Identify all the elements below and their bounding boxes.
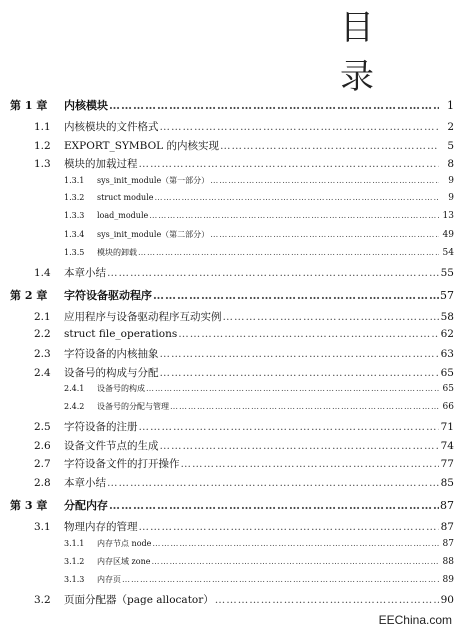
toc-entry-page: 9 [448, 175, 454, 186]
toc-entry-section [0, 592, 456, 611]
toc-entry-sub [0, 175, 456, 193]
toc-leader-dots [178, 328, 439, 340]
toc-entry-title: sys_init_module（第一部分） [97, 175, 210, 185]
toc-entry-section [0, 156, 456, 175]
toc-entry-page: 2 [447, 121, 454, 133]
toc-entry-number: 1.3.3 [64, 210, 85, 220]
toc-entry-number: 1.3.4 [64, 229, 85, 239]
toc-entry-number: 2.7 [34, 458, 51, 470]
toc-entry-section [0, 138, 456, 157]
toc-leader-dots [160, 367, 440, 379]
toc-entry-title: 内核模块的文件格式 [64, 121, 159, 133]
toc-entry-number: 1.3.2 [64, 192, 85, 202]
toc-entry-title: struct file_operations [64, 327, 178, 340]
toc-leader-dots [151, 557, 439, 566]
toc-entry-page: 77 [440, 458, 454, 470]
toc-entry-title: 内存页 [97, 574, 121, 584]
toc-entry-page: 89 [442, 574, 454, 585]
toc-entry-sub [0, 383, 456, 401]
toc-entry-chapter [0, 497, 456, 519]
toc-entry-section [0, 265, 456, 284]
toc-entry-title: 模块的卸载 [97, 247, 137, 257]
page-title: 目 录 [340, 8, 398, 97]
toc-leader-dots [139, 158, 440, 170]
toc-leader-dots [215, 594, 439, 606]
toc-entry-title: 设备号的分配与管理 [97, 402, 169, 411]
toc-entry-title: 设备文件节点的生成 [64, 439, 159, 452]
toc-entry-page: 54 [442, 247, 454, 258]
toc-entry-section [0, 119, 456, 138]
toc-entry-page: 87 [442, 538, 454, 549]
toc-entry-section [0, 309, 456, 328]
toc-entry-sub [0, 211, 456, 229]
toc-entry-section [0, 438, 456, 457]
toc-entry-number: 1.3.5 [64, 247, 85, 257]
toc-entry-page: 74 [440, 439, 454, 452]
toc-entry-section [0, 456, 456, 475]
toc-entry-section [0, 475, 456, 494]
toc-entry-number: 2.4.1 [64, 384, 85, 393]
toc-entry-page: 57 [440, 289, 454, 302]
toc-entry-page: 5 [447, 139, 454, 152]
toc-entry-number: 1.3.1 [64, 175, 85, 185]
toc-entry-number: 第 2 章 [10, 289, 48, 302]
toc-entry-page: 9 [448, 192, 454, 203]
toc-leader-dots [109, 99, 439, 112]
toc-entry-number: 2.6 [34, 439, 51, 452]
toc-entry-section [0, 346, 456, 365]
toc-entry-title: 内核模块 [64, 99, 108, 112]
toc-entry-title: 本章小结 [64, 476, 106, 489]
toc-entry-page: 65 [442, 384, 454, 394]
toc-entry-number: 3.2 [34, 593, 51, 606]
toc-entry-number: 2.4 [34, 366, 51, 379]
toc-entry-title: 本章小结 [64, 266, 106, 279]
toc-entry-title: 设备号的构成与分配 [64, 366, 159, 379]
toc-leader-dots [170, 402, 439, 411]
toc-entry-number: 1.1 [34, 121, 51, 133]
toc-entry-page: 8 [447, 158, 454, 170]
toc-entry-title: 分配内存 [64, 499, 108, 512]
toc-entry-title: 字符设备驱动程序 [64, 289, 152, 302]
toc-leader-dots [149, 211, 439, 220]
toc-entry-sub [0, 574, 456, 592]
toc-entry-number: 第 1 章 [10, 99, 48, 112]
table-of-contents [0, 93, 456, 610]
toc-entry-title: 页面分配器（page allocator） [64, 593, 214, 606]
toc-entry-page: 87 [440, 521, 454, 533]
toc-entry-page: 90 [440, 593, 454, 606]
toc-entry-page: 88 [442, 556, 454, 567]
toc-leader-dots [153, 289, 439, 302]
toc-leader-dots [139, 421, 440, 433]
toc-leader-dots [107, 477, 439, 489]
toc-entry-number: 2.2 [34, 327, 51, 340]
toc-entry-sub [0, 401, 456, 419]
toc-leader-dots [138, 248, 439, 257]
toc-entry-section [0, 365, 456, 384]
toc-entry-sub [0, 247, 456, 265]
toc-leader-dots [152, 539, 439, 548]
toc-entry-title: 物理内存的管理 [64, 521, 138, 533]
toc-entry-number: 2.3 [34, 348, 51, 360]
watermark: EEChina.com [376, 613, 452, 627]
toc-entry-chapter [0, 97, 456, 119]
toc-entry-title: 字符设备的注册 [64, 421, 138, 433]
toc-entry-page: 87 [440, 499, 454, 512]
toc-leader-dots [220, 140, 439, 152]
toc-leader-dots [139, 521, 440, 533]
toc-entry-title: 字符设备的内核抽象 [64, 348, 159, 360]
toc-entry-section [0, 519, 456, 538]
toc-entry-number: 2.1 [34, 311, 51, 323]
toc-leader-dots [223, 311, 440, 323]
toc-leader-dots [210, 230, 439, 239]
toc-leader-dots [155, 193, 439, 202]
toc-entry-title: struct module [97, 192, 154, 202]
toc-entry-page: 65 [440, 366, 454, 379]
toc-entry-sub [0, 193, 456, 211]
toc-entry-number: 1.3 [34, 158, 51, 170]
toc-entry-number: 3.1.1 [64, 538, 85, 548]
toc-entry-title: 设备号的构成 [97, 384, 145, 393]
toc-entry-page: 63 [440, 348, 454, 360]
toc-entry-title: load_module [97, 210, 149, 220]
toc-entry-title: 模块的加载过程 [64, 158, 138, 170]
toc-leader-dots [160, 121, 440, 133]
toc-entry-title: 内存节点 node [97, 538, 152, 548]
toc-entry-number: 2.4.2 [64, 402, 85, 411]
toc-leader-dots [160, 348, 440, 360]
toc-entry-number: 3.1.3 [64, 574, 85, 584]
toc-entry-page: 66 [442, 402, 454, 412]
toc-entry-title: sys_init_module（第二部分） [97, 229, 210, 239]
toc-entry-page: 58 [440, 311, 454, 323]
toc-leader-dots [122, 575, 439, 584]
toc-entry-chapter [0, 287, 456, 309]
toc-entry-title: 应用程序与设备驱动程序互动实例 [64, 311, 222, 323]
toc-entry-sub [0, 538, 456, 556]
toc-entry-page: 85 [440, 476, 454, 489]
toc-entry-section [0, 419, 456, 438]
toc-entry-sub [0, 229, 456, 247]
toc-entry-sub [0, 556, 456, 574]
toc-leader-dots [109, 499, 439, 512]
toc-leader-dots [181, 458, 440, 470]
toc-entry-number: 2.5 [34, 421, 51, 433]
toc-entry-title: 内存区域 zone [97, 556, 151, 566]
toc-entry-title: EXPORT_SYMBOL 的内核实现 [64, 139, 219, 152]
toc-entry-number: 第 3 章 [10, 499, 48, 512]
toc-leader-dots [146, 384, 439, 393]
toc-entry-page: 62 [440, 327, 454, 340]
toc-entry-number: 1.4 [34, 266, 51, 279]
toc-entry-number: 3.1.2 [64, 556, 85, 566]
toc-entry-number: 3.1 [34, 521, 51, 533]
toc-leader-dots [210, 176, 439, 185]
toc-entry-title: 字符设备文件的打开操作 [64, 458, 180, 470]
toc-leader-dots [107, 267, 439, 279]
toc-leader-dots [160, 440, 440, 452]
toc-entry-page: 55 [440, 266, 454, 279]
toc-entry-number: 2.8 [34, 476, 51, 489]
toc-entry-section [0, 328, 456, 347]
toc-entry-number: 1.2 [34, 139, 51, 152]
toc-entry-page: 49 [442, 229, 454, 240]
toc-entry-page: 1 [447, 99, 454, 112]
toc-entry-page: 71 [440, 421, 454, 433]
toc-entry-page: 13 [442, 210, 454, 221]
